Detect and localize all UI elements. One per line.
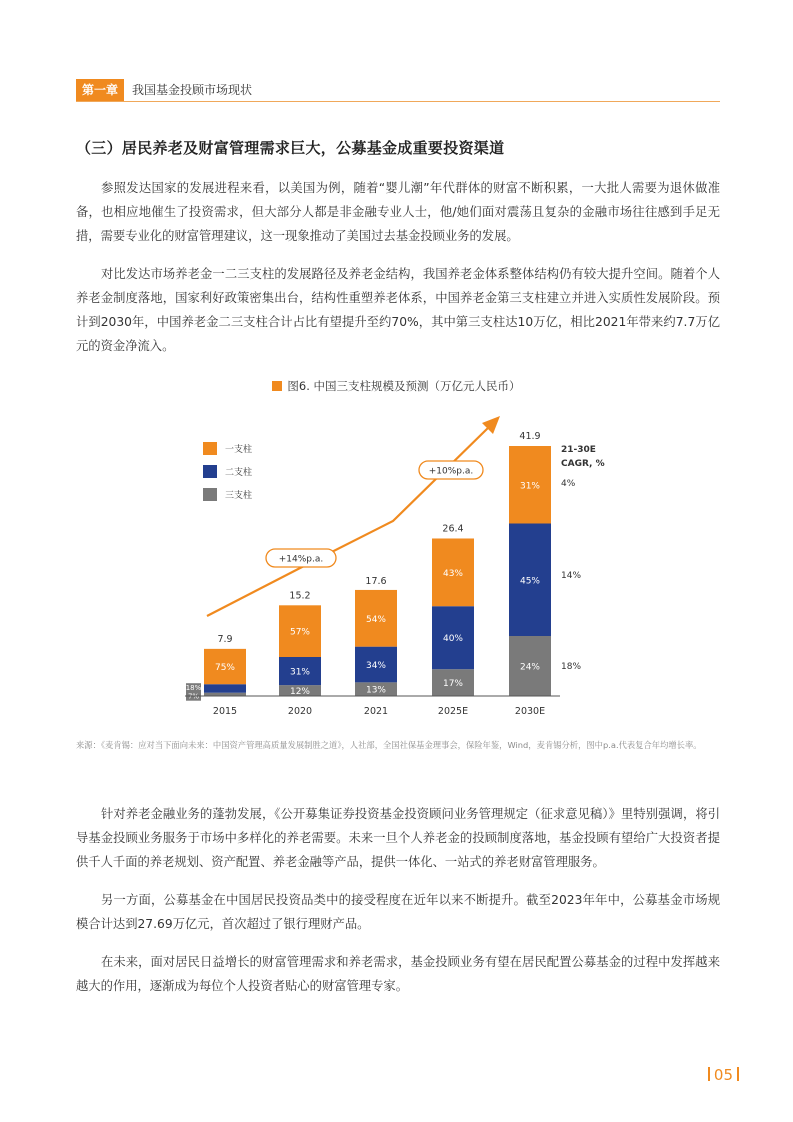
paragraph-2: 对比发达市场养老金一二三支柱的发展路径及养老金结构，我国养老金体系整体结构仍有较大提升空间。随着个人养老金制度落地，国家利好政策密集出台，结构性重塑养老体系，中国养老金第三支柱建立并进入实质性发展阶段。预计到2030年，中国养老金二三支柱合计占比有望提升至约70%，其中第三支柱达10万亿，相比2021年带来约7.7万亿元的资金净流入。 bbox=[76, 267, 720, 353]
cagr-value-1: 14% bbox=[561, 571, 582, 581]
bar-label-三支柱-2020: 12% bbox=[289, 687, 311, 698]
legend-swatch-三支柱 bbox=[203, 488, 217, 501]
source-note: 来源：《麦肯锡：应对当下面向未来：中国资产管理高质量发展制胜之道》，人社部，全国社保基金理事会，保险年鉴，Wind，麦肯锡分析，图中p.a.代表复合年均增长率。 bbox=[76, 740, 702, 750]
page-number-text: 05 bbox=[713, 1066, 733, 1084]
total-label-2020: 15.2 bbox=[289, 590, 311, 602]
cagr-header-period: 21-30E bbox=[561, 445, 596, 455]
paragraph-3: 针对养老金融业务的蓬勃发展，《公开募集证券投资基金投资顾问业务管理规定（征求意见稿）》里特别强调，将引导基金投顾业务服务于市场中多样化的养老需要。未来一旦个人养老金的投顾制度落地，基金投顾有望给广大投资者提供千人千面的养老规划、资产配置、养老金融等产品，提供一体化、一站式的养老财富管理服务。 bbox=[76, 807, 720, 869]
section-title: （三）居民养老及财富管理需求巨大，公募基金成重要投资渠道 bbox=[76, 139, 505, 157]
cagr-value-0: 4% bbox=[561, 479, 576, 489]
bar-label-三支柱-2025E: 17% bbox=[442, 679, 464, 690]
bar-label-一支柱-2020: 57% bbox=[289, 627, 311, 638]
chapter-header bbox=[76, 79, 720, 101]
total-label-2025E: 26.4 bbox=[442, 523, 464, 535]
legend-swatch-一支柱 bbox=[203, 442, 217, 455]
bar-label-一支柱-2025E: 43% bbox=[442, 568, 464, 579]
x-tick-2025E: 2025E bbox=[437, 706, 469, 717]
x-tick-2015: 2015 bbox=[212, 706, 238, 717]
bar-二支柱-2015 bbox=[204, 684, 246, 692]
legend-swatch-二支柱 bbox=[203, 465, 217, 478]
bar-label-二支柱-2021: 34% bbox=[365, 660, 387, 671]
x-tick-2030E: 2030E bbox=[514, 706, 546, 717]
bar-label-三支柱-2030E: 24% bbox=[519, 662, 541, 673]
page-number bbox=[704, 1066, 743, 1084]
x-tick-2020: 2020 bbox=[287, 706, 313, 717]
legend-label-三支柱: 三支柱 bbox=[225, 491, 253, 501]
chapter-tag: 第一章 bbox=[76, 79, 124, 101]
paragraph-5: 在未来，面对居民日益增长的财富管理需求和养老需求，基金投顾业务有望在居民配置公募基金的过程中发挥越来越大的作用，逐渐成为每位个人投资者贴心的财富管理专家。 bbox=[76, 955, 720, 993]
paragraph-4: 另一方面，公募基金在中国居民投资品类中的接受程度在近年以来不断提升。截至2023年年中，公募基金市场规模合计达到27.69万亿元，首次超过了银行理财产品。 bbox=[76, 893, 720, 931]
paragraph-1: 参照发达国家的发展进程来看，以美国为例，随着“婴儿潮”年代群体的财富不断积累，一大批人需要为退休做准备，也相应地催生了投资需求，但大部分人都是非金融专业人士，他/她们面对震荡且复杂的金融市场往往感到手足无措，需要专业化的财富管理建议，这一现象推动了美国过去基金投顾业务的发展。 bbox=[76, 181, 720, 243]
bar-label-二支柱-2025E: 40% bbox=[442, 634, 464, 645]
header-rule bbox=[76, 101, 720, 102]
legend-label-一支柱: 一支柱 bbox=[225, 445, 253, 455]
bar-label-二支柱-2030E: 45% bbox=[519, 576, 541, 587]
chart-title bbox=[0, 378, 793, 394]
chart-title-text: 图6. 中国三支柱规模及预测（万亿元人民币） bbox=[287, 379, 521, 393]
chart-title-marker bbox=[272, 381, 282, 391]
bar-label-一支柱-2015: 75% bbox=[214, 663, 236, 674]
bar-label-二支柱-2020: 31% bbox=[289, 667, 311, 678]
cagr-header-label: CAGR, % bbox=[561, 459, 605, 469]
cagr-annotation-0: +14%p.a. bbox=[278, 554, 324, 565]
cagr-value-2: 18% bbox=[561, 662, 582, 672]
total-label-2015: 7.9 bbox=[217, 633, 233, 645]
bar-label-一支柱-2021: 54% bbox=[365, 614, 387, 625]
total-label-2030E: 41.9 bbox=[519, 431, 541, 442]
pillar-chart bbox=[0, 400, 793, 730]
page-bar-right bbox=[737, 1067, 739, 1081]
x-tick-2021: 2021 bbox=[363, 706, 389, 717]
total-label-2021: 17.6 bbox=[365, 575, 387, 587]
bar-label-三支柱-2015: 7% bbox=[187, 692, 200, 701]
cagr-annotation-1: +10%p.a. bbox=[428, 466, 474, 477]
chapter-title: 我国基金投顾市场现状 bbox=[132, 83, 253, 97]
bar-label-一支柱-2030E: 31% bbox=[519, 481, 541, 492]
bar-label-三支柱-2021: 13% bbox=[365, 685, 387, 696]
bar-label-二支柱-2015: 18% bbox=[185, 684, 202, 693]
page-bar-left bbox=[708, 1067, 710, 1081]
legend-label-二支柱: 二支柱 bbox=[225, 468, 253, 478]
